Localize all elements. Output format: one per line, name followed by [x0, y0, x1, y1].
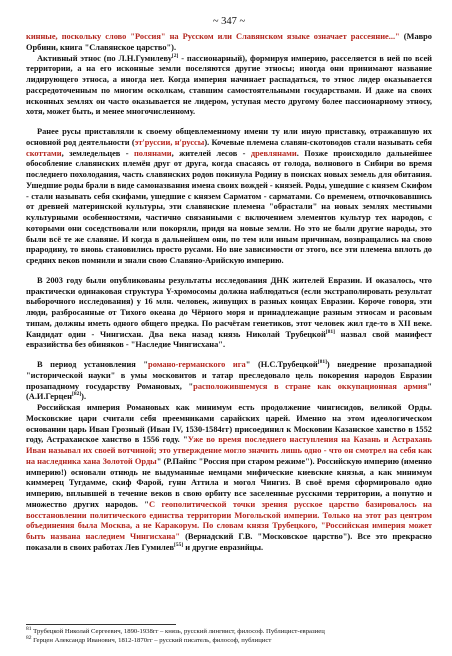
- text-run: ). Кочевые племена славян-скотоводов стали называть себя: [204, 137, 433, 147]
- highlighted-text: расположившемуся в стране как оккупационная армия: [193, 381, 428, 391]
- footnote-reference: [81]: [325, 328, 335, 335]
- text-run: (Мавро Орбини, книга "Славянское царство").: [26, 32, 432, 52]
- footnotes: [26, 624, 432, 645]
- highlighted-text: кинные, поскольку слово "Россия" на Русском или Славянском языке означает рассеяние...": [26, 32, 400, 41]
- highlighted-text: полянами: [133, 148, 172, 158]
- paragraph: [26, 276, 432, 351]
- text-run: ) внедрение прозападной "исторической науки" в умы московитов и татар преследовало цель покорения народов Евразии прозападному государству Романовых, ": [26, 360, 432, 391]
- footnote-reference: [82]: [71, 391, 82, 398]
- footnote: [26, 625, 432, 637]
- text-run: - пассионарный), формируя империю, расселяется в ней по всей территории, а на его исконные земли поселяются другие этносы; иногда они принимают название лидирующего этноса, а иногда нет. Когда империя начинает распадаться, то этнос лидер оказывается рассредоточенным по многим осколкам, ставшим самостоятельными государствами. И даже на своих исконных землях он часто оказывается не лидером, уступая место другому более пассионарному этносу, хотя, может быть, и менее многочисленному.: [26, 53, 432, 117]
- text-run: " (Р.Пайпс "Россия при старом режиме"). Российскую империю (именно империю!) основали отнюдь не выдуманные немцами мифические киевские князья, а как минимум киммерец Тугдамме, скиф Фарой, гунн Аттила и могол Чингиз. В своё время сформировало одно империю, вплывшей в течение веков в свою орбиту все заселенные русскими территории, а попутно и множество других народов. ": [26, 456, 432, 509]
- text-run: ).: [81, 392, 87, 402]
- footnote-mark: 81: [26, 625, 32, 632]
- highlighted-text: С геополитической точки зрения русское царство базировалось на восстановлении политического единства территории Могольской империи. Только на этот раз центром объединения была Москва, а не Каракорум. По словам князя Трубецкого, "Российская империя может быть названа наследием Чингисхана": [26, 499, 432, 541]
- paragraph: [26, 127, 432, 267]
- text-run: (Вернадский Г.В. "Московское царство"). Все это прекрасно показали в своих работах Лев Гумилев: [26, 532, 432, 552]
- text-run: . Позже происходило дальнейшее обособление славянских племён друг от друга, когда спасаясь от голода, волнового в Сибири во время последнего похолодания, часть славянских родов покинула Родину в поисках новых земель для обитания. Ушедшие роды брали в виде самоназвания имена своих вождей - князей. Роды, ушедшие с князем Скифом - стали называть себя скифами, ушедшие с князем Сарматом - сарматами. Со временем, отпочковавшись от древней материнской культуры, эти славянские племена "обрастали" на новых землях местными культурными особенностями, частично связанными с включением элементов культур тех народов, с которыми они соседствовали или покоряли, придя на новые земли. Но это не были другие народы, это были всё те же славяне. И когда в дальнейшем они, по тем или иным причинам, возвращались на свою прародину, то вновь становились просто русами. Но вне зависимости от этого, все эти племена вплоть до средних веков помнили и знали свою Славяно-Арийскую империю.: [26, 148, 432, 265]
- footnote-reference: [55]: [174, 541, 184, 548]
- highlighted-text: эт'руссии, н'руссы: [134, 137, 205, 147]
- document-page: [0, 16, 452, 656]
- footnote-mark: 82: [26, 634, 32, 641]
- text-run: В период установления ": [37, 360, 149, 369]
- text-run: , жителей лесов -: [171, 148, 251, 158]
- highlighted-text: древлянами: [250, 148, 297, 158]
- text-run: Российская империя Романовых как минимум есть продолжение чингисидов, великой Орды. Московские цари считали себя преемниками сарайских царей. Именно на этом идеологическом основании царь Иван Грозный (Иван IV, 1530-1584гг) присоединил к Московии Казанское ханство в 1552 году, Астраханское ханство в 1556 году. ": [26, 403, 432, 445]
- paragraph: [26, 360, 432, 403]
- paragraph: [26, 32, 432, 54]
- footnote-text: Герцен Александр Иванович, 1812-1870гг – русский писатель, философ, публицист: [33, 636, 272, 644]
- page-number: ~ 347 ~: [212, 16, 246, 27]
- paragraph: [26, 403, 432, 554]
- text-run: назвал свой манифест евразийства без обиняков - "Наследие Чингисхана".: [26, 329, 432, 350]
- highlighted-text: Уже во время последнего наступления на Казань и Астрахань Иван называл их своей вотчиной; это утверждение могло значить лишь одно - что он смотрел на себя как на наследника хана Золотой Орды: [26, 435, 432, 466]
- text-run: В 2003 году были опубликованы результаты исследования ДНК жителей Евразии. И оказалось, что практически одинаковая структура Y-хромосомы должна наблюдаться (если экстраполировать результат выборочного исследования) у 16 млн. человек, живущих в разных концах Евразии. Короче говоря, эти люди, разбросанные от Тихого океана до Чёрного моря и принадлежащие разным этносам и расовым типам, должны иметь одного общего предка. По расчётам генетиков, этот человек жил где-то в XII веке. Кандидат один - Чингисхан. Два века назад князь Николай Трубецкой: [26, 275, 432, 339]
- footnote-divider: [26, 624, 176, 625]
- paragraph: [26, 54, 432, 119]
- text-run: и другие евразийцы.: [183, 542, 264, 552]
- footnote: [26, 634, 432, 646]
- body-text: [26, 32, 432, 554]
- text-run: Активный этнос (по Л.Н.Гумилеву: [37, 53, 172, 63]
- text-run: " (А.И.Герцен: [26, 381, 432, 402]
- footnote-text: Трубецкой Николай Сергеевич, 1890-1938гг – князь, русский лингвист, философ. Публицист-евразиец: [33, 628, 325, 635]
- highlighted-text: романо-германского ига: [148, 360, 246, 369]
- footnote-reference: [2]: [171, 52, 179, 59]
- footnote-reference: [81]: [317, 359, 327, 366]
- highlighted-text: скоттами: [26, 148, 62, 158]
- text-run: " (Н.С.Трубецкой: [245, 360, 318, 369]
- text-run: Ранее русы приставляли к своему общевлеменному имени ту или иную приставку, отражавшую их основной род деятельности (: [26, 127, 432, 147]
- text-run: , земледельцев -: [61, 148, 134, 158]
